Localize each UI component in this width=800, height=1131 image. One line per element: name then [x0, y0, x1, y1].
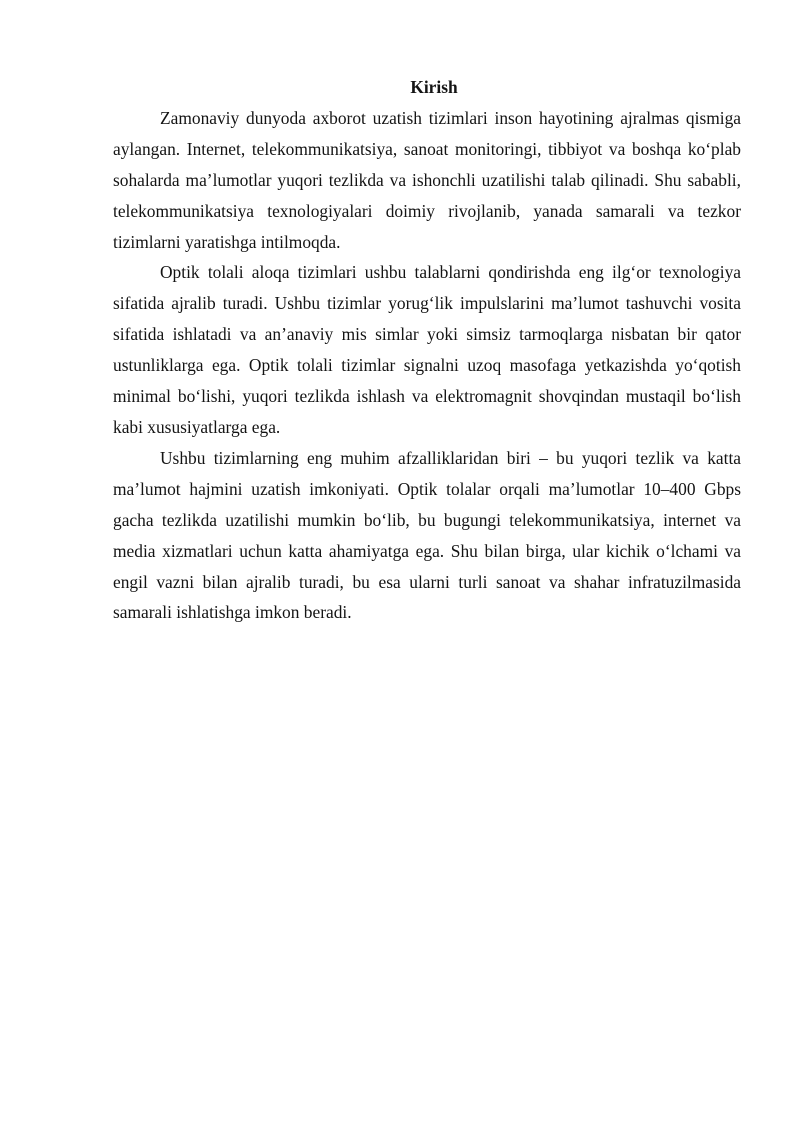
section-title: Kirish [410, 77, 458, 97]
paragraph-2: Optik tolali aloqa tizimlari ushbu talablarni qondirishda eng ilg‘or texnologiya sifatida ajralib turadi. Ushbu tizimlar yorug‘lik impulslarini ma’lumot tashuvchi vosita sifatida ishlatadi va an’anaviy mis simlar yoki simsiz tarmoqlarga nisbatan bir qator ustunliklarga ega. Optik tolali tizimlar signalni uzoq masofaga yetkazishda yo‘qotish minimal bo‘lishi, yuqori tezlikda ishlash va elektromagnit shovqindan mustaqil bo‘lish kabi xususiyatlarga ega. [113, 262, 741, 437]
document-body [113, 72, 741, 628]
paragraph-1: Zamonaviy dunyoda axborot uzatish tizimlari inson hayotining ajralmas qismiga aylangan. Internet, telekommunikatsiya, sanoat monitoringi, tibbiyot va boshqa ko‘plab sohalarda ma’lumotlar yuqori tezlikda va ishonchli uzatilishi talab qilinadi. Shu sababli, telekommunikatsiya texnologiyalari doimiy rivojlanib, yanada samarali va tezkor tizimlarni yaratishga intilmoqda. [113, 107, 741, 252]
paragraph-3: Ushbu tizimlarning eng muhim afzalliklaridan biri – bu yuqori tezlik va katta ma’lumot hajmini uzatish imkoniyati. Optik tolalar orqali ma’lumotlar 10–400 Gbps gacha tezlikda uzatilishi mumkin bo‘lib, bu bugungi telekommunikatsiya, internet va media xizmatlari uchun katta ahamiyatga ega. Shu bilan birga, ular kichik o‘lchami va engil vazni bilan ajralib turadi, bu esa ularni turli sanoat va shahar infratuzilmasida samarali ishlatishga imkon beradi. [113, 447, 741, 623]
